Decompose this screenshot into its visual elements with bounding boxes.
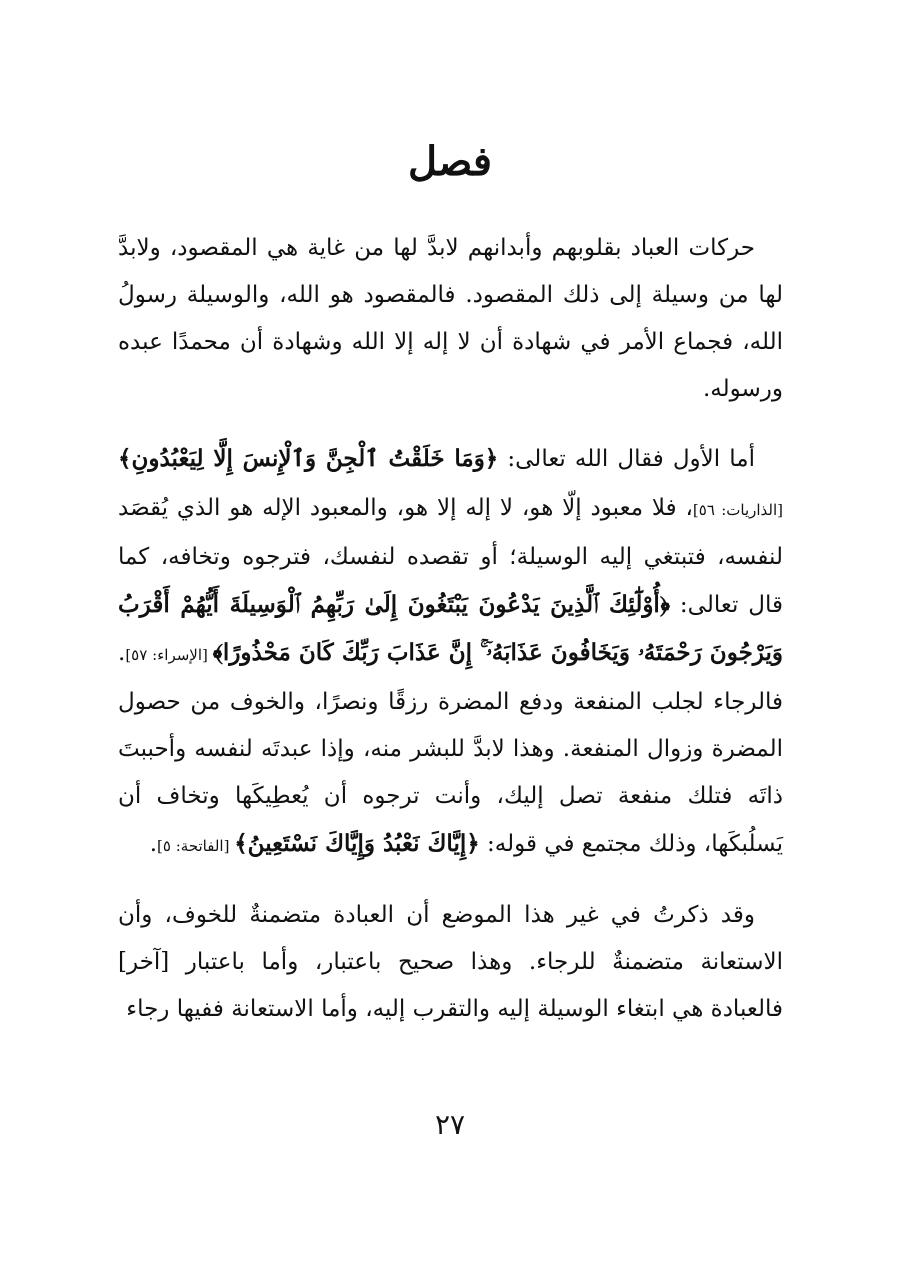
verse-reference-al-isra: [الإسراء: ٥٧] [125, 646, 213, 664]
paragraph-2-text-2: ، فلا معبود إلّا هو، لا إله إلا هو، والمعبود الإله هو الذي يُقصَد لنفسه، فتبتغي إليه الوسيلة؛ أو تقصده لنفسك، فترجوه وتخافه، كما قال تعالى: [118, 495, 783, 618]
quran-verse-al-fatiha: ﴿إِيَّاكَ نَعْبُدُ وَإِيَّاكَ نَسْتَعِينُ﴾ [234, 830, 480, 857]
body-text [118, 225, 783, 1033]
paragraph-3: وقد ذكرتُ في غير هذا الموضع أن العبادة متضمنةٌ للخوف، وأن الاستعانة متضمنةٌ للرجاء. وهذا صحيح باعتبار، وأما باعتبار [آخر] فالعبادة هي ابتغاء الوسيلة إليه والتقرب إليه، وأما الاستعانة ففيها رجاء [118, 902, 783, 1022]
paragraph-2-text-3: . فالرجاء لجلب المنفعة ودفع المضرة رزقًا ونصرًا، والخوف من حصول المضرة وزوال المنفعة. وهذا لابدَّ للبشر منه، وإذا عبدتَه لنفسه وأحببتَ ذاتَه فتلك منفعة تصل إليك، وأنت ترجوه أن يُعطِيكَها وتخاف أن يَسلُبكَها، وذلك مجتمع في قوله: [118, 640, 783, 857]
paragraph-2-text-1: أما الأول فقال الله تعالى: [498, 446, 755, 472]
section-title: فصل [407, 138, 493, 185]
quran-verse-adh-dhariyat: ﴿وَمَا خَلَقْتُ ٱلْجِنَّ وَٱلْإِنسَ إِلَّا لِيَعْبُدُونِ﴾ [118, 445, 499, 472]
quran-verse-al-isra: ﴿أُوْلَٰٓئِكَ ٱلَّذِينَ يَدْعُونَ يَبْتَغُونَ إِلَىٰ رَبِّهِمُ ٱلْوَسِيلَةَ أَيُّهُمْ أَقْرَبُ وَيَرْجُونَ رَحْمَتَهُۥ وَيَخَافُونَ عَذَابَهُۥٓ ۚ إِنَّ عَذَابَ رَبِّكَ كَانَ مَحْذُورًا﴾ [118, 591, 783, 666]
verse-reference-adh-dhariyat: [الذاريات: ٥٦] [692, 501, 784, 519]
page-number: ٢٧ [434, 1108, 466, 1141]
paragraph-2-text-4: . [149, 831, 158, 857]
paragraph-2 [118, 435, 783, 870]
verse-reference-al-fatiha: [الفاتحة: ٥] [157, 837, 235, 855]
paragraph-1: حركات العباد بقلوبهم وأبدانهم لابدَّ لها من غاية هي المقصود، ولابدَّ لها من وسيلة إلى ذلك المقصود. فالمقصود هو الله، والوسيلة رسولُ الله، فجماع الأمر في شهادة أن لا إله إلا الله وشهادة أن محمدًا عبده ورسوله. [118, 235, 783, 402]
